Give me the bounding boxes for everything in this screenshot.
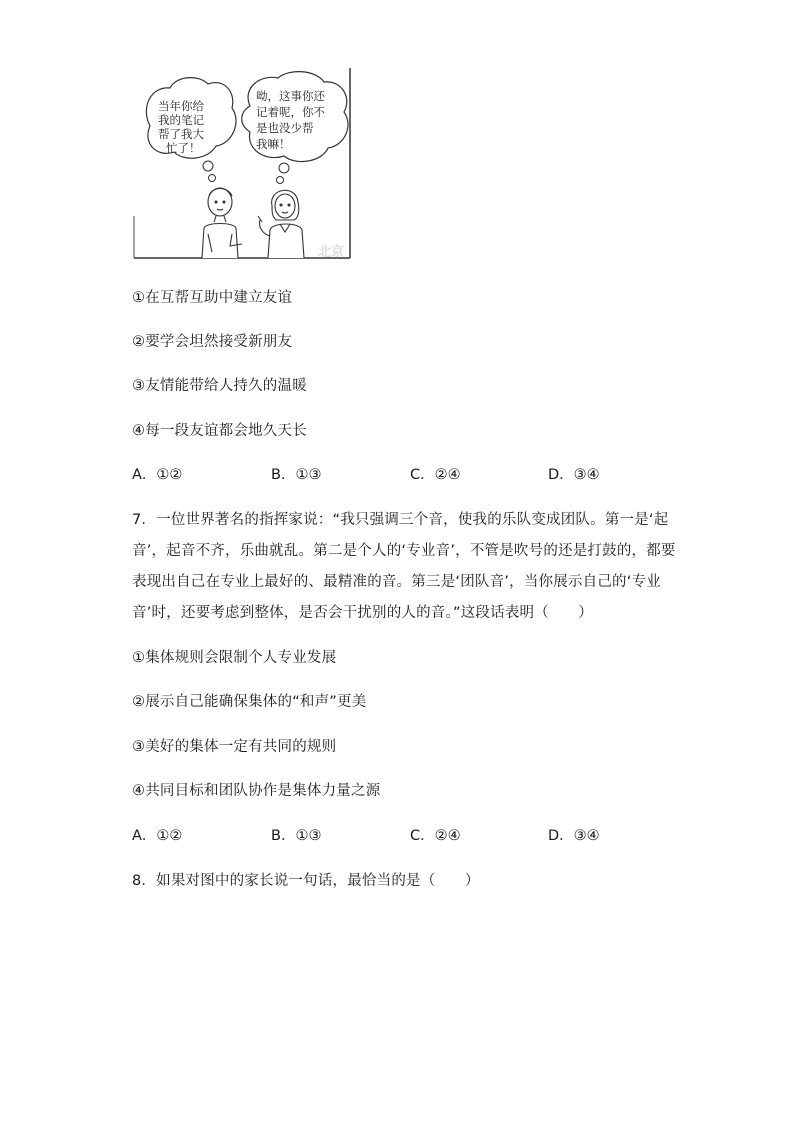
q7-statement-2: ②展示自己能确保集体的“和声”更美 [132, 694, 367, 710]
q6-option-d[interactable]: D．③④ [548, 467, 600, 483]
left-thought-bubble [146, 78, 236, 182]
q7-statement-4: ④共同目标和团队协作是集体力量之源 [132, 783, 381, 799]
q6-statement-2: ②要学会坦然接受新朋友 [132, 334, 293, 350]
right-thought-bubble [242, 72, 348, 184]
q6-statement-1: ①在互帮互助中建立友谊 [132, 290, 293, 306]
left-bubble-line-2: 我的笔记 [158, 113, 204, 127]
q6-option-b[interactable]: B．①③ [271, 467, 322, 483]
q7-stem-line-3: 表现出自己在专业上最好的、最精准的音。第三是‘团队音’，当你展示自己的‘专业 [132, 574, 661, 590]
left-bubble-line-4: 忙了！ [166, 141, 201, 155]
right-bubble-line-1: 呦，这事你还 [256, 89, 325, 103]
right-bubble-line-2: 记着呢，你不 [256, 105, 325, 119]
q6-option-c[interactable]: C．②④ [410, 467, 461, 483]
q7-statement-3: ③美好的集体一定有共同的规则 [132, 739, 337, 755]
q7-option-b[interactable]: B．①③ [271, 828, 322, 844]
right-bubble-line-3: 是也没少帮 [256, 121, 314, 135]
q7-stem-line-4: 音’时，还要考虑到整体，是否会干扰别的人的音。”这段话表明（ ） [132, 605, 593, 621]
man-figure [202, 188, 242, 258]
q8-stem: 8．如果对图中的家长说一句话，最恰当的是（ ） [132, 873, 480, 889]
left-bubble-line-3: 帮了我大 [158, 127, 204, 141]
q7-option-d[interactable]: D．③④ [548, 828, 600, 844]
q7-stem-line-2: 音’，起音不齐，乐曲就乱。第二是个人的‘专业音’，不管是吹号的还是打鼓的，都要 [132, 543, 676, 559]
woman-figure [258, 190, 304, 258]
q7-option-c[interactable]: C．②④ [410, 828, 461, 844]
left-bubble-line-1: 当年你给 [158, 99, 204, 113]
watermark-text: 北京 [318, 245, 345, 260]
q6-statement-3: ③友情能带给人持久的温暖 [132, 378, 307, 394]
right-bubble-line-4: 我嘛！ [256, 137, 291, 151]
q6-option-a[interactable]: A．①② [132, 467, 183, 483]
q6-statement-4: ④每一段友谊都会地久天长 [132, 423, 307, 439]
cartoon-illustration [132, 66, 354, 262]
q7-statement-1: ①集体规则会限制个人专业发展 [132, 650, 337, 666]
q7-stem-line-1: 7．一位世界著名的指挥家说：“我只强调三个音，使我的乐队变成团队。第一是‘起 [132, 512, 669, 528]
q7-option-a[interactable]: A．①② [132, 828, 183, 844]
